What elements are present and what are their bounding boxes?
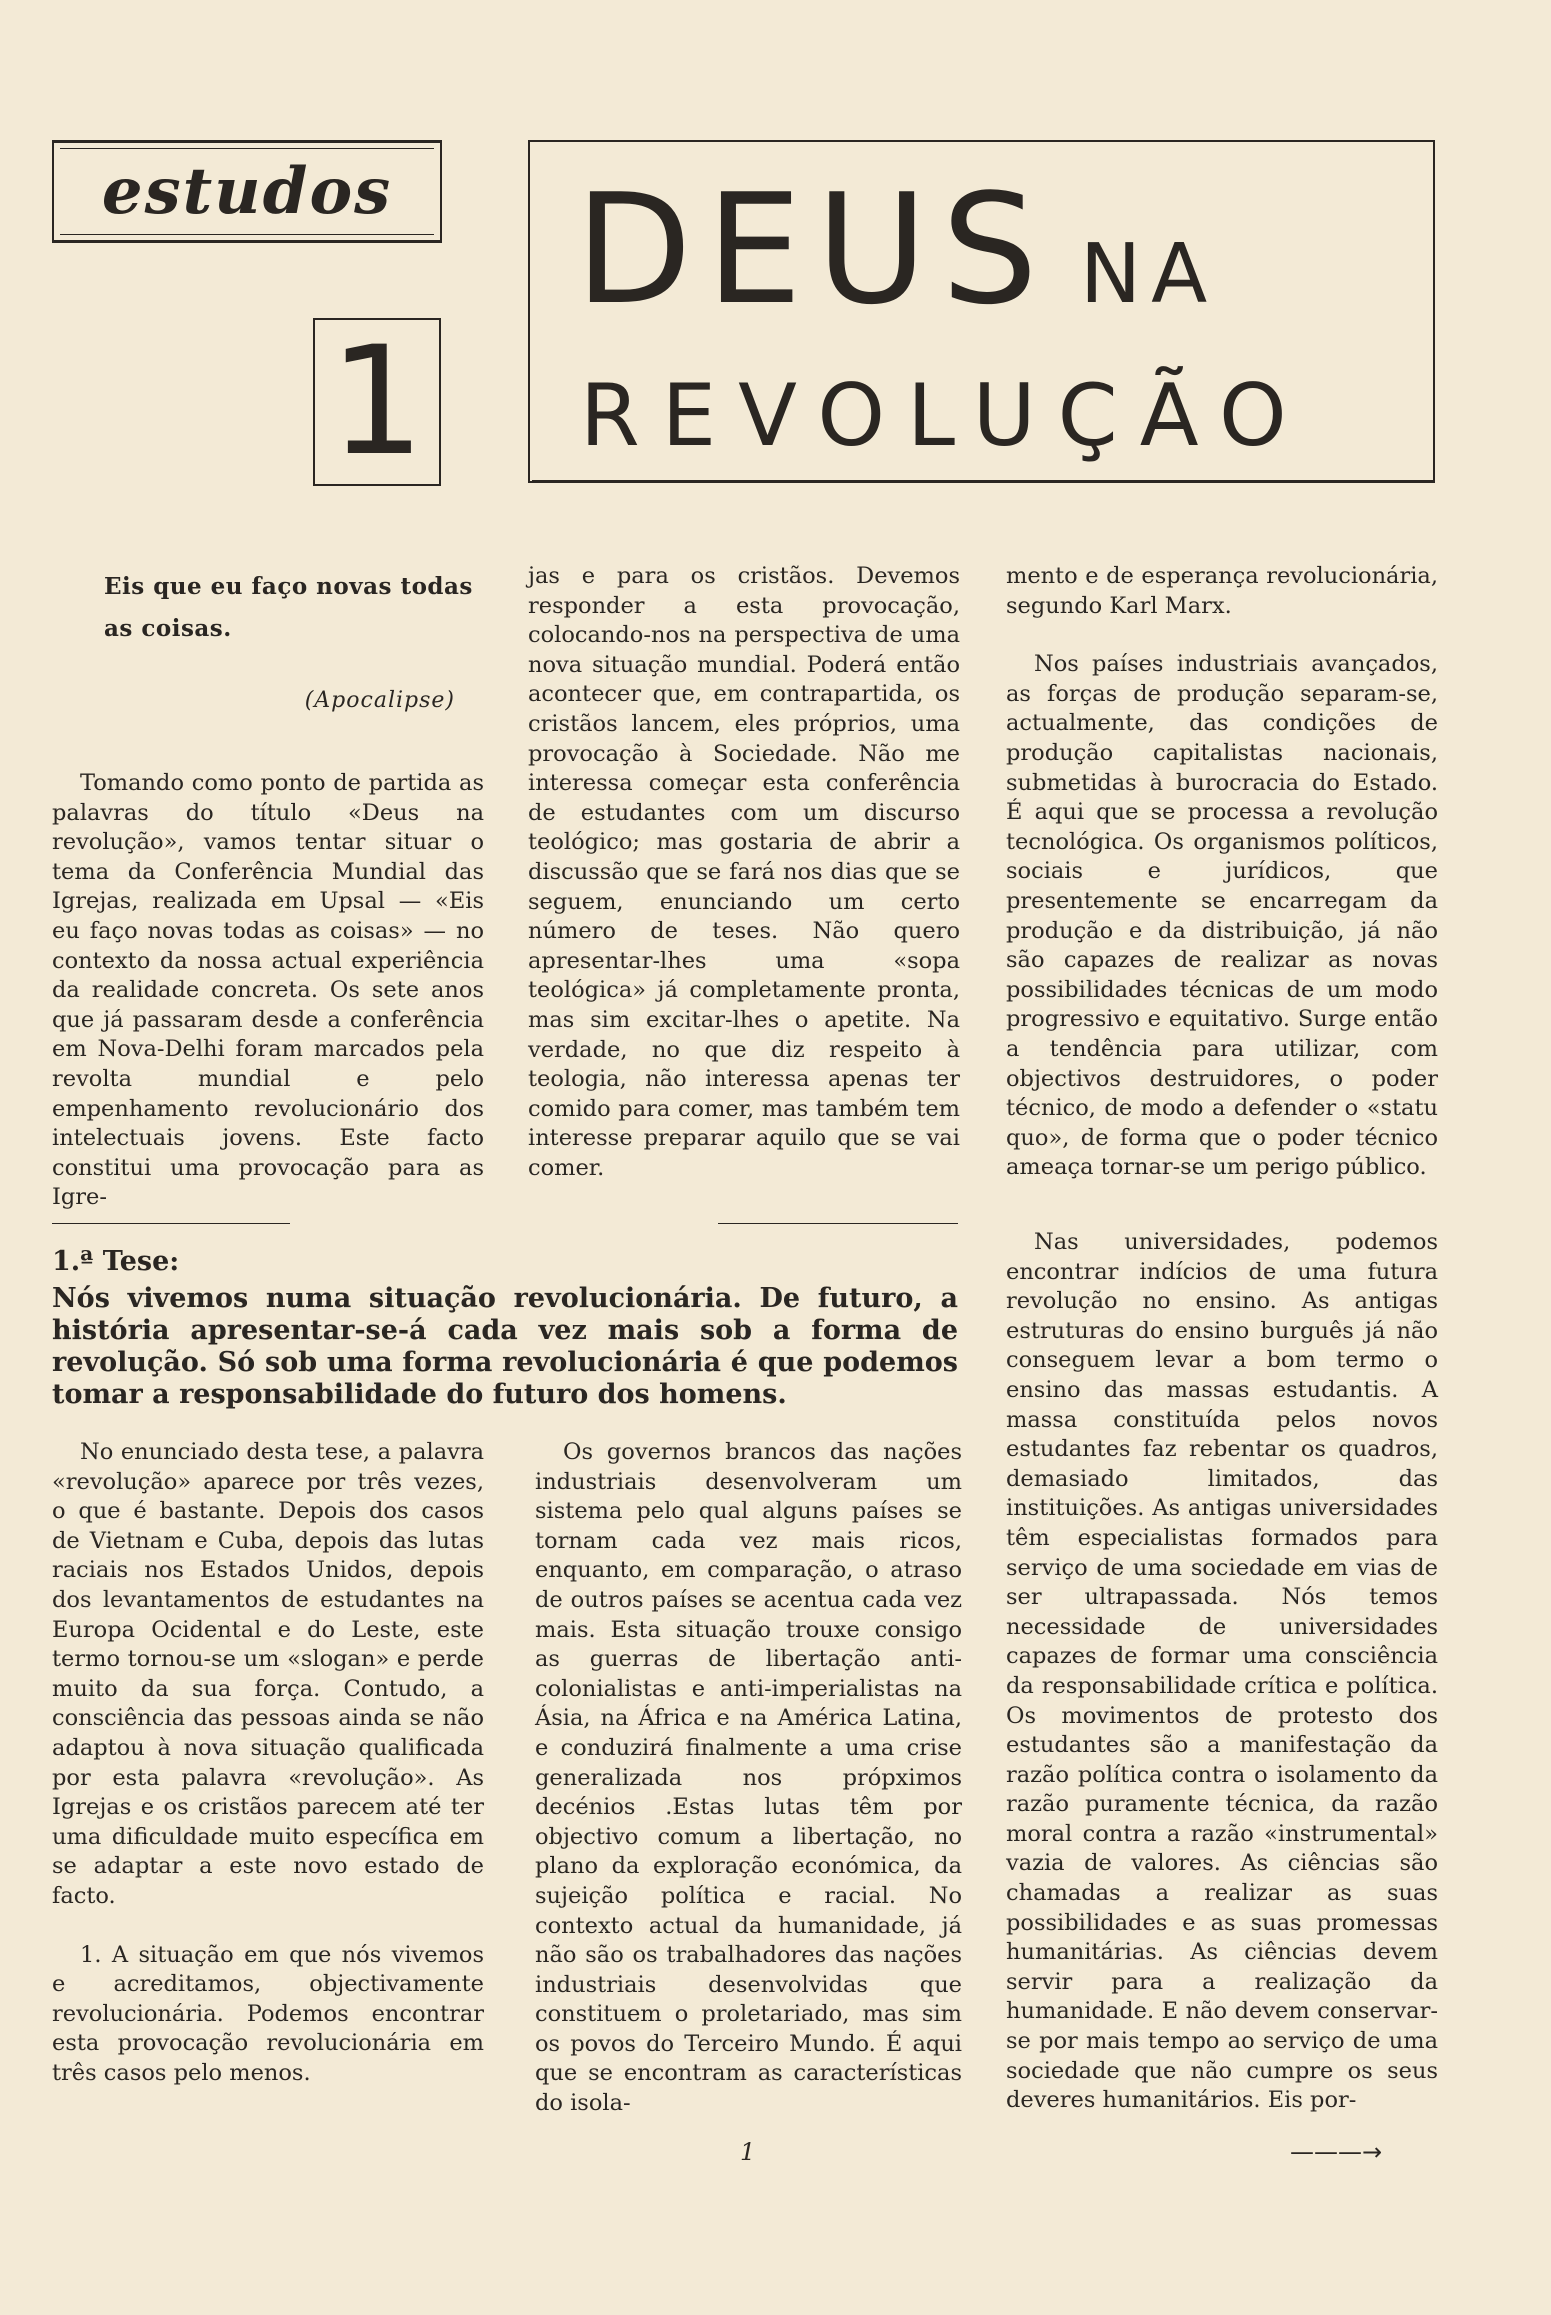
title-word-na: NA — [1079, 227, 1218, 322]
paragraph: No enunciado desta tese, a palavra «revolução» aparece por três vezes, o que é bastante. Depois dos casos de Vietnam e Cuba, depois das lutas raciais nos Estados Unidos, depois dos levantamentos de estudantes na Europa Ocidental e do Leste, este termo tornou-se um «slogan» e perde muito da sua força. Contudo, a consciência das pessoas ainda se não adaptou à nova situação qualificada por esta palavra «revolução». As Igrejas e os cristãos parecem até ter uma dificuldade muito específica em se adaptar a este novo estado de facto. — [52, 1439, 484, 1909]
bottom-column-3 — [1006, 1228, 1438, 2116]
paragraph: mento e de esperança revolucionária, segundo Karl Marx. — [1006, 563, 1438, 619]
page-number: 1 — [740, 2138, 756, 2166]
paragraph: Tomando como ponto de partida as palavras do título «Deus na revolução», vamos tentar situar o tema da Conferência Mundial das Igrejas, realizada em Upsal — «Eis eu faço novas todas as coisas» — no contexto da nossa actual experiência da realidade concreta. Os sete anos que já passaram desde a conferência em Nova-Delhi foram marcados pela revolta mundial e pelo empenhamento revolucionário dos intelectuais jovens. Este facto constitui uma provocação para as Igre- — [52, 770, 484, 1211]
title-line-1 — [575, 161, 1218, 355]
paragraph: Nos países industriais avançados, as forças de produção separam-se, actualmente, das condições de produção capitalistas nacionais, submetidas à burocracia do Estado. É aqui que se processa a revolução tecnológica. Os organismos políticos, sociais e jurídicos, que presentemente se encarregam da produção e da distribuição, já não são capazes de realizar as novas possibilidades técnicas de um modo progressivo e equitativo. Surge então a tendência para utilizar, com objectivos destruidores, o poder técnico, de modo a defender o «statu quo», de forma que o poder técnico ameaça tornar-se um perigo público. — [1006, 651, 1438, 1181]
paragraph: Os governos brancos das nações industriais desenvolveram um sistema pelo qual alguns países se tornam cada vez mais ricos, enquanto, em comparação, o atraso de outros países se acentua cada vez mais. Esta situação trouxe consigo as guerras de libertação anti-colonialistas e anti-imperialistas na Ásia, na África e na América Latina, e conduzirá finalmente a uma crise generalizada nos própximos decénios .Estas lutas têm por objectivo comum a libertação, no plano da exploração económica, da sujeição política e racial. No contexto actual da humanidade, já não são os trabalhadores das nações industriais desenvolvidas que constituem o proletariado, mas sim os povos do Terceiro Mundo. É aqui que se encontram as características do isola- — [535, 1439, 962, 2117]
bottom-column-2 — [535, 1438, 962, 2119]
thesis-label: 1.ª Tese: — [52, 1246, 180, 1277]
top-column-1 — [52, 769, 484, 1213]
divider-rule — [718, 1223, 958, 1224]
epigraph-text: Eis que eu faço novas todas as coisas. — [104, 573, 473, 642]
epigraph-source: (Apocalipse) — [304, 688, 455, 713]
title-line-2: REVOLUÇÃO — [580, 366, 1309, 466]
thesis-statement: Nós vivemos numa situação revolucionária. De futuro, a história apresentar-se-á cada vez mais sob a forma de revolução. Só sob uma forma revolucionária é que podemos tomar a responsabilidade do futuro dos homens. — [52, 1283, 958, 1410]
title-word-deus: DEUS — [575, 161, 1052, 338]
top-column-2 — [528, 562, 960, 1183]
article-number: 1 — [313, 318, 441, 486]
paragraph: jas e para os cristãos. Devemos responder a esta provocação, colocando-nos na perspectiva de uma nova situação mundial. Poderá então acontecer que, em contrapartida, os cristãos lancem, eles próprios, uma provocação à Sociedade. Não me interessa começar esta conferência de estudantes com um discurso teológico; mas gostaria de abrir a discussão que se fará nos dias que se seguem, enunciando um certo número de teses. Não quero apresentar-lhes uma «sopa teológica» já completamente pronta, mas sim excitar-lhes o apetite. Na verdade, no que diz respeito à teologia, não interessa apenas ter comido para comer, mas também tem interesse preparar aquilo que se vai comer. — [528, 563, 960, 1181]
top-column-3 — [1006, 562, 1438, 1183]
paragraph: 1. A situação em que nós vivemos e acreditamos, objectivamente revolucionária. Podemos encontrar esta provocação revolucionária em três casos pelo menos. — [52, 1941, 484, 2086]
paragraph: Nas universidades, podemos encontrar indícios de uma futura revolução no ensino. As antigas estruturas do ensino burguês já não conseguem levar a bom termo o ensino das massas estudantis. A massa constituída pelos novos estudantes faz rebentar os quadros, demasiado limitados, das instituições. As antigas universidades têm especialistas formados para serviço de uma sociedade em vias de ser ultrapassada. Nós temos necessidade de universidades capazes de formar uma consciência da responsabilidade crítica e política. Os movimentos de protesto dos estudantes são a manifestação da razão política contra o isolamento da razão puramente técnica, da razão moral contra a razão «instrumental» vazia de valores. As ciências são chamadas a realizar as suas possibilidades e as suas promessas humanitárias. As ciências devem servir para a realização da humanidade. E não devem conservar-se por mais tempo ao serviço de uma sociedade que não cumpre os seus deveres humanitários. Eis por- — [1006, 1229, 1438, 2114]
bottom-column-1 — [52, 1438, 484, 2088]
section-label-box — [52, 140, 442, 243]
title-underline — [532, 480, 1435, 483]
continue-arrow-icon: ———→ — [1290, 2138, 1383, 2166]
section-label: estudos — [101, 154, 393, 229]
divider-rule — [52, 1223, 290, 1224]
